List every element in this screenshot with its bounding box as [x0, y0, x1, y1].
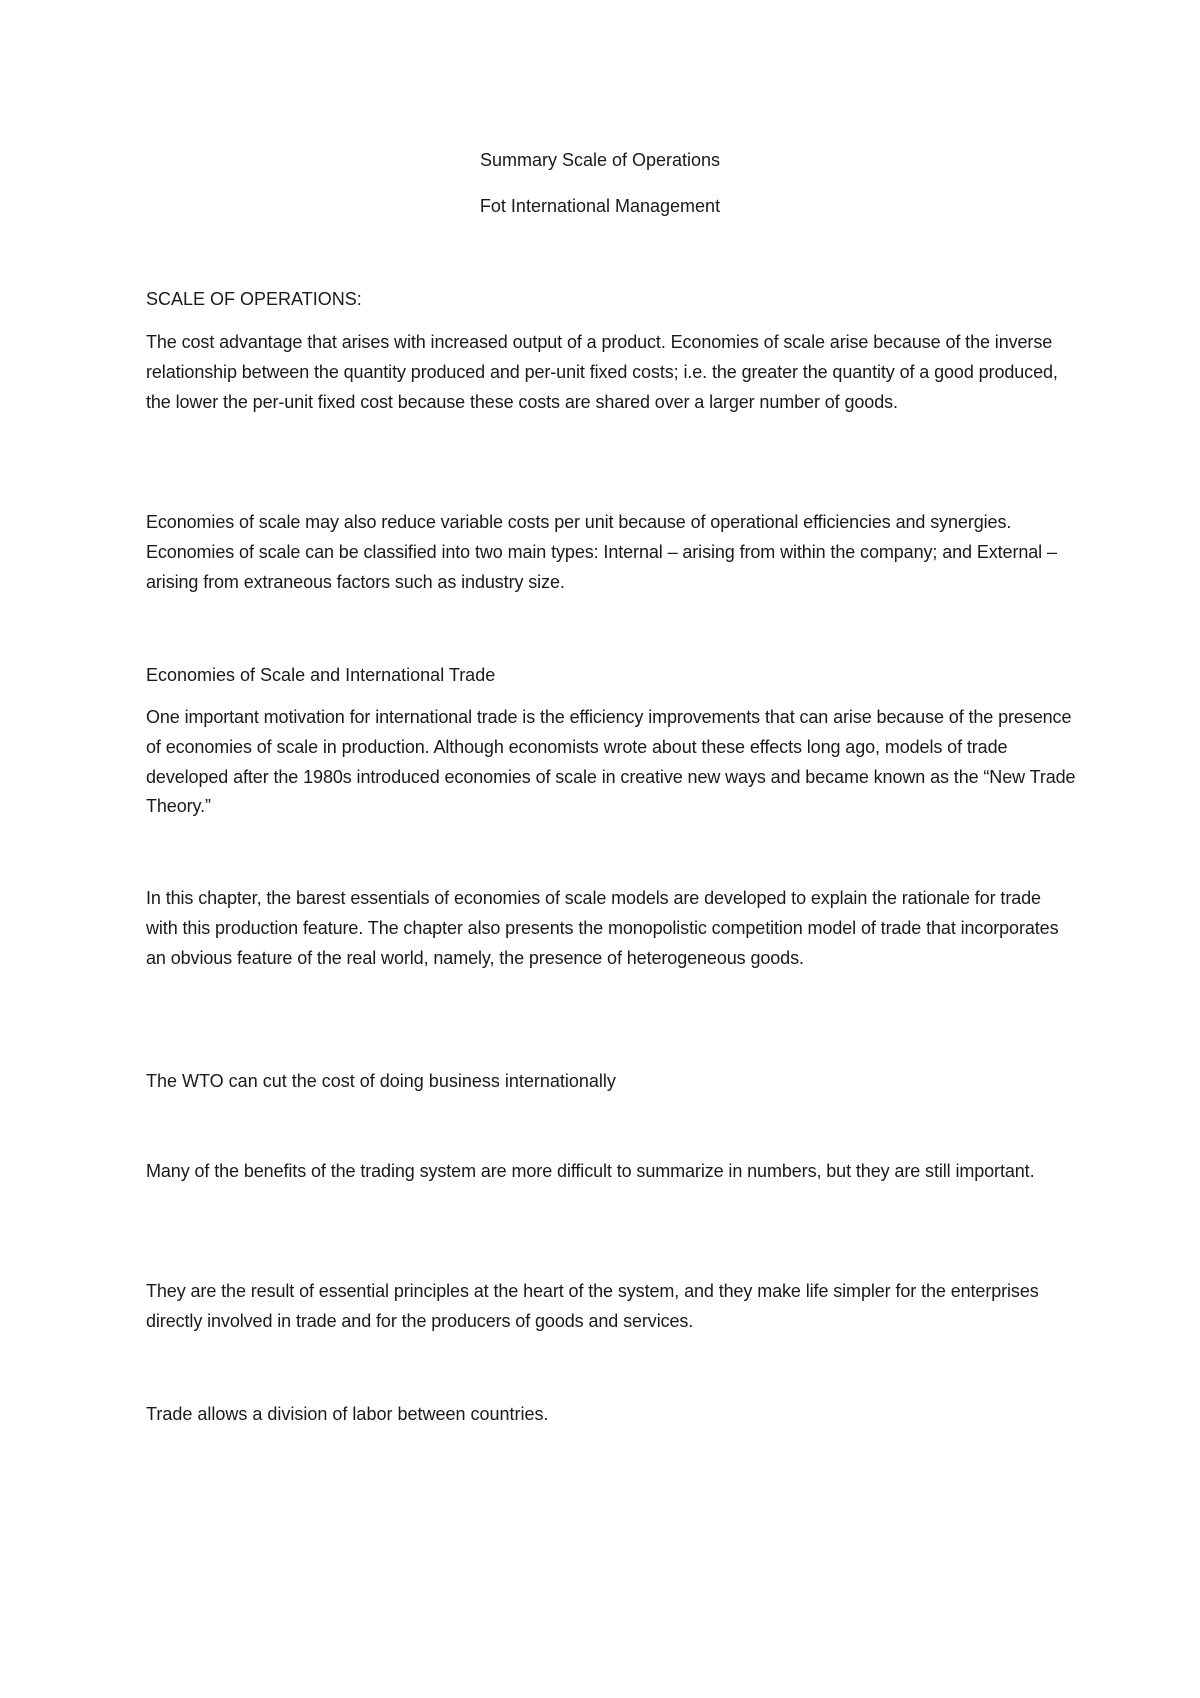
subheading-international-trade: Economies of Scale and International Trade [146, 665, 496, 685]
paragraph-cost-advantage: The cost advantage that arises with increased output of a product. Economies of scale arise because of the inverse relationship between the quantity produced and per-unit fixed costs; i.e. the greater the quantity of a good produced, the lower the per-unit fixed cost because these costs are shared over a larger number of goods. [146, 332, 1058, 412]
document-title: Summary Scale of Operations [479, 150, 721, 170]
paragraph-chapter: In this chapter, the barest essentials of economies of scale models are developed to explain the rationale for trade with this production feature. The chapter also presents the monopolistic competition model of trade that incorporates an obvious feature of the real world, namely, the presence of heterogeneous goods. [146, 888, 1059, 968]
paragraph-principles: They are the result of essential principles at the heart of the system, and they make life simpler for the enterprises directly involved in trade and for the producers of goods and services. [146, 1281, 1039, 1331]
subheading-wto: The WTO can cut the cost of doing business internationally [146, 1071, 616, 1091]
paragraph-variable-costs: Economies of scale may also reduce variable costs per unit because of operational efficiencies and synergies. Economies of scale can be classified into two main types: Internal – arising from within the company; and External – arising from extraneous factors such as industry size. [146, 512, 1057, 592]
section-heading: SCALE OF OPERATIONS: [146, 289, 362, 309]
paragraph-motivation: One important motivation for international trade is the efficiency improvements that can arise because of the presence of economies of scale in production. Although economists wrote about these effects long ago, models of trade developed after the 1980s introduced economies of scale in creative new ways and became known as the “New Trade Theory.” [146, 707, 1076, 817]
paragraph-benefits: Many of the benefits of the trading system are more difficult to summarize in numbers, but they are still important. [146, 1161, 1035, 1181]
document-subtitle: Fot International Management [479, 196, 721, 216]
paragraph-division-of-labor: Trade allows a division of labor between countries. [146, 1404, 549, 1424]
